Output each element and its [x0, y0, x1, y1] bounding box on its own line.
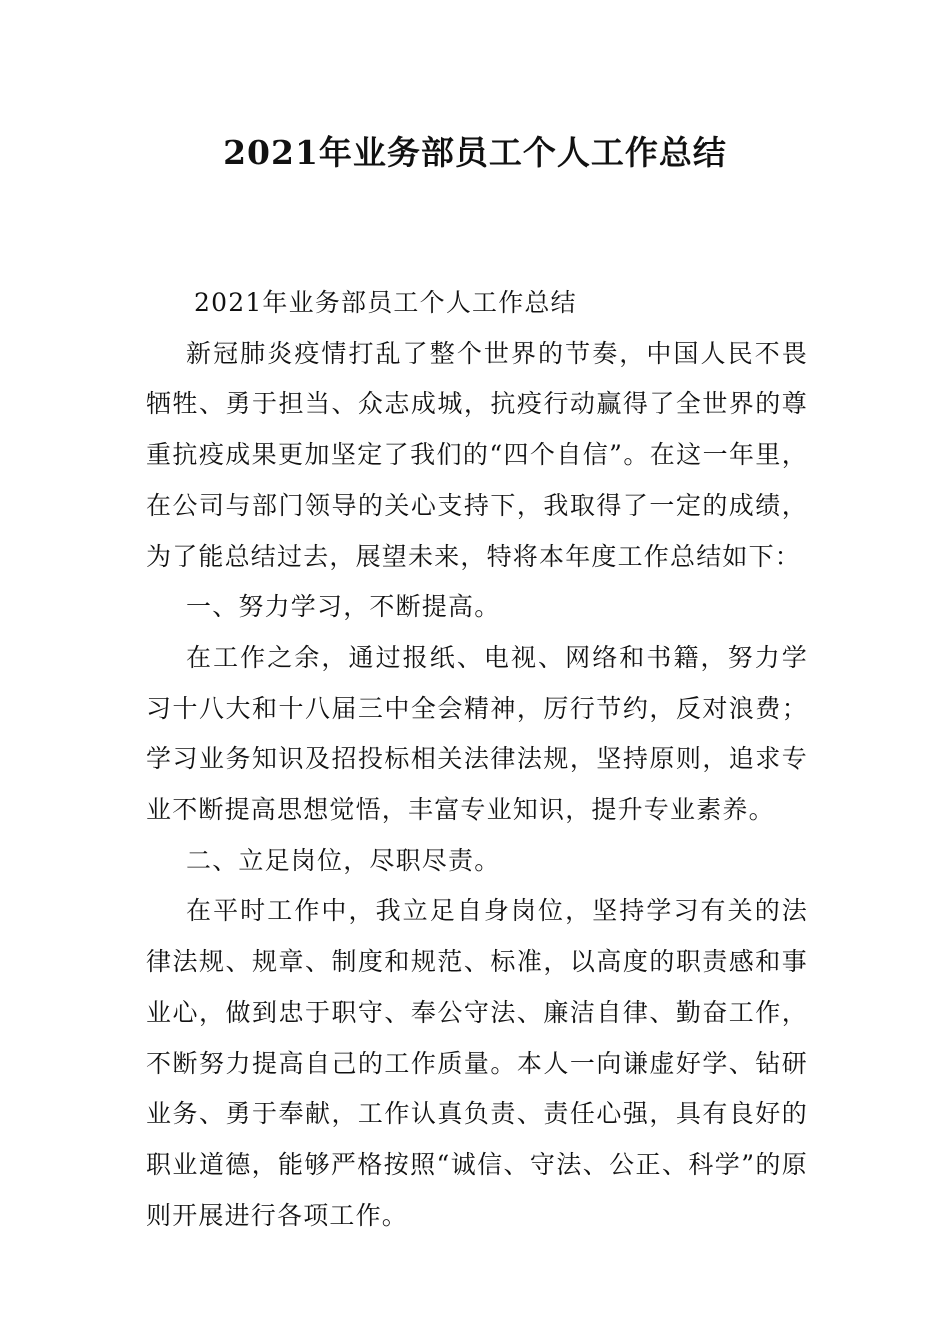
section-heading-2: 二、立足岗位，尽职尽责。	[186, 845, 501, 875]
document-body	[146, 278, 808, 1241]
paragraph-section-2: 在平时工作中，我立足自身岗位，坚持学习有关的法律法规、规章、制度和规范、标准，以高度的职责感和事业心，做到忠于职守、奉公守法、廉洁自律、勤奋工作，不断努力提高自己的工作质量。本人一向谦虚好学、钻研业务、勇于奉献，工作认真负责、责任心强，具有良好的职业道德，能够严格按照“诚信、守法、公正、科学”的原则开展进行各项工作。	[146, 896, 808, 1230]
paragraph-intro: 新冠肺炎疫情打乱了整个世界的节奏，中国人民不畏牺牲、勇于担当、众志成城，抗疫行动赢得了全世界的尊重抗疫成果更加坚定了我们的“四个自信”。在这一年里，在公司与部门领导的关心支持下，我取得了一定的成绩，为了能总结过去，展望未来，特将本年度工作总结如下：	[146, 338, 808, 571]
paragraph-section-1: 在工作之余，通过报纸、电视、网络和书籍，努力学习十八大和十八届三中全会精神，厉行节约，反对浪费；学习业务知识及招投标相关法律法规，坚持原则，追求专业不断提高思想觉悟，丰富专业知识，提升专业素养。	[146, 642, 808, 825]
document-title: 2021年业务部员工个人工作总结	[223, 133, 727, 172]
section-heading-1: 一、努力学习，不断提高。	[186, 592, 501, 622]
body-heading: 2021年业务部员工个人工作总结	[194, 288, 577, 317]
